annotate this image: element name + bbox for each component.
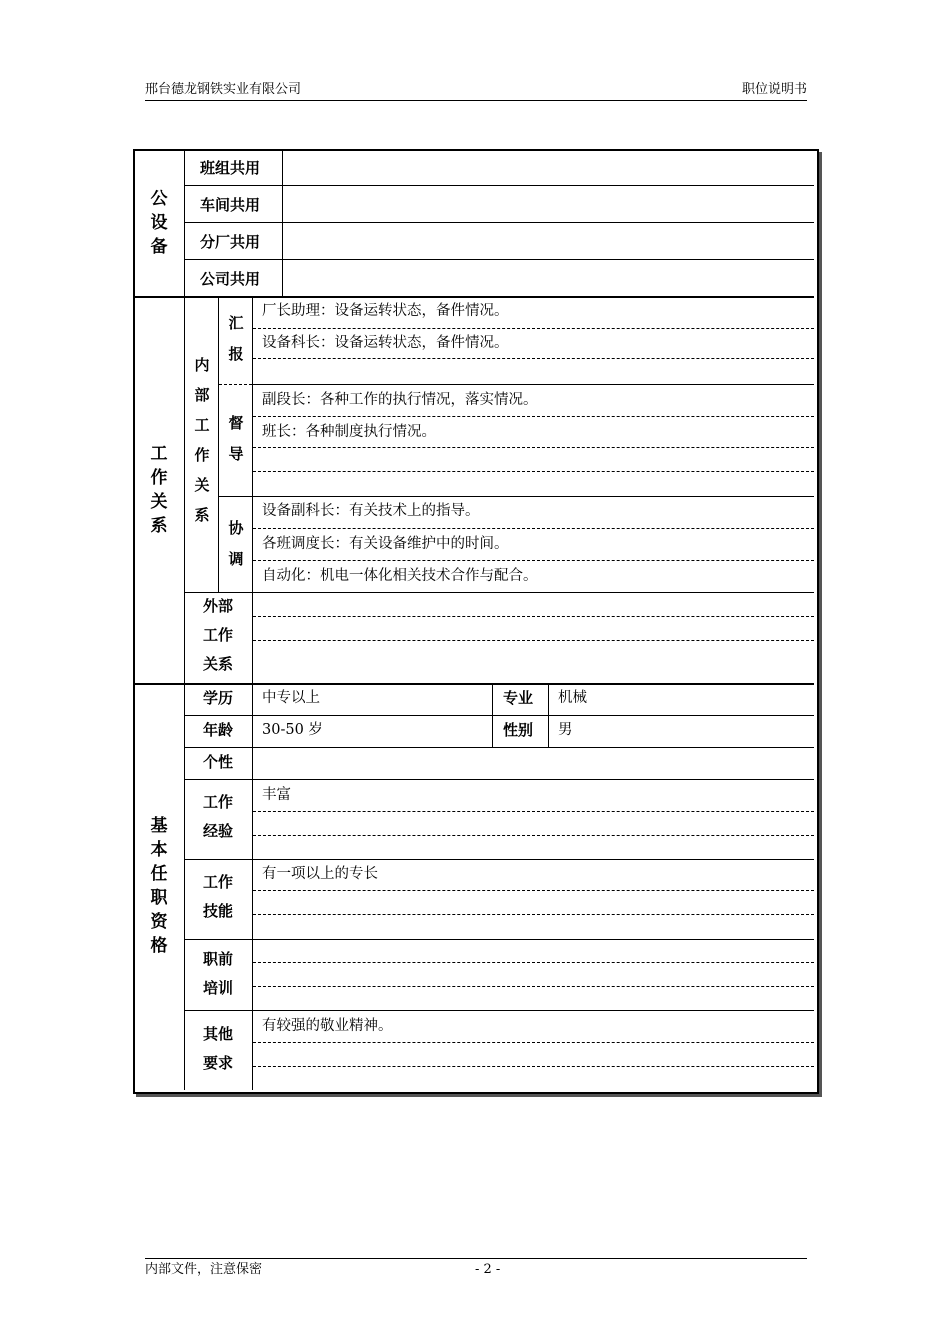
external-relations-label: 外部 工作 关系	[202, 597, 233, 673]
report-label: 汇报	[228, 314, 244, 363]
page-footer	[145, 1258, 807, 1279]
training-label: 职前 培训	[202, 950, 233, 997]
equipment-section-label: 公设备	[150, 189, 168, 257]
major-label: 专业	[503, 689, 534, 707]
education-value: 中专以上	[262, 690, 320, 706]
company-name: 邢台德龙钢铁实业有限公司	[145, 82, 302, 97]
report-item: 厂长助理：设备运转状态，备件情况。	[262, 303, 509, 319]
coordinate-item: 各班调度长：有关设备维护中的时间。	[262, 536, 509, 552]
personality-label: 个性	[203, 753, 234, 771]
page-number: - 2 -	[475, 1262, 501, 1277]
coordinate-label: 协调	[228, 519, 244, 568]
skills-value: 有一项以上的专长	[262, 866, 378, 882]
page-header	[145, 82, 807, 101]
skills-label: 工作 技能	[202, 873, 233, 920]
gender-label: 性别	[503, 721, 534, 739]
coordinate-item: 自动化：机电一体化相关技术合作与配合。	[262, 568, 538, 584]
qualifications-section-label: 基本任职资格	[150, 816, 168, 956]
experience-label: 工作 经验	[202, 793, 233, 840]
experience-value: 丰富	[262, 787, 291, 803]
education-label: 学历	[203, 689, 234, 707]
document-title: 职位说明书	[741, 82, 807, 97]
other-requirements-value: 有较强的敬业精神。	[262, 1018, 393, 1034]
report-item: 设备科长：设备运转状态，备件情况。	[262, 335, 509, 351]
gender-value: 男	[558, 722, 573, 738]
supervise-item: 班长：各种制度执行情况。	[262, 424, 436, 440]
age-value: 30-50 岁	[262, 722, 323, 738]
relations-section-label: 工作关系	[150, 444, 168, 536]
supervise-item: 副段长：各种工作的执行情况，落实情况。	[262, 392, 538, 408]
other-requirements-label: 其他 要求	[202, 1025, 233, 1072]
equipment-row-team: 班组共用	[200, 159, 261, 177]
internal-relations-label: 内部工作关系	[194, 356, 210, 524]
supervise-label: 督导	[228, 414, 244, 463]
age-label: 年龄	[203, 721, 234, 739]
equipment-row-workshop: 车间共用	[200, 196, 261, 214]
major-value: 机械	[558, 690, 587, 706]
coordinate-item: 设备副科长：有关技术上的指导。	[262, 503, 480, 519]
equipment-row-company: 公司共用	[200, 270, 261, 288]
confidential-note: 内部文件，注意保密	[145, 1262, 263, 1277]
equipment-row-branch: 分厂共用	[200, 233, 261, 251]
